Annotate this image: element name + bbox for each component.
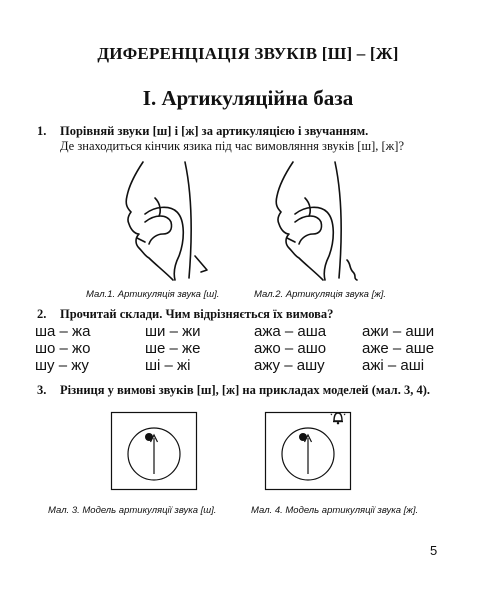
task1-number: 1. [37, 124, 47, 138]
figure4-caption: Мал. 4. Модель артикуляції звука [ж]. [251, 505, 419, 516]
syllable: ажо – ашо [254, 340, 327, 357]
task3-number: 3. [37, 383, 47, 397]
syllable: аже – аше [362, 340, 435, 357]
task1-heading: Порівняй звуки [ш] і [ж] за артикуляцією і звучанням. [60, 124, 369, 138]
articulation-model-sh [111, 412, 197, 490]
task2-heading: Прочитай склади. Чим відрізняється їх вимова? [60, 307, 334, 321]
task2-number: 2. [37, 307, 47, 321]
syllable: ажи – аши [362, 323, 435, 340]
syllable: ші – жі [145, 357, 191, 374]
syllable: ажа – аша [254, 323, 327, 340]
figure1-caption: Мал.1. Артикуляція звука [ш]. [86, 289, 220, 300]
syllable: ажу – ашу [254, 357, 325, 374]
syllable: шу – жу [35, 357, 89, 374]
page-number: 5 [430, 543, 438, 558]
articulation-profile-sh [115, 160, 215, 285]
bell-icon [330, 410, 346, 426]
task1-question: Де знаходиться кінчик язика під час вимовляння звуків [ш], [ж]? [60, 139, 405, 153]
figure3-caption: Мал. 3. Модель артикуляції звука [ш]. [48, 505, 217, 516]
syllable: шо – жо [35, 340, 91, 357]
syllable: ажі – аші [362, 357, 425, 374]
figure2-caption: Мал.2. Артикуляція звука [ж]. [254, 289, 387, 300]
page-title: ДИФЕРЕНЦІАЦІЯ ЗВУКІВ [Ш] – [Ж] [97, 44, 399, 63]
articulation-profile-zh [265, 160, 365, 285]
task3-heading: Різниця у вимові звуків [ш], [ж] на прикладах моделей (мал. 3, 4). [60, 383, 430, 397]
syllable: ше – же [145, 340, 201, 357]
syllable: ши – жи [145, 323, 201, 340]
section-title: І. Артикуляційна база [142, 86, 354, 110]
syllable: ша – жа [35, 323, 91, 340]
